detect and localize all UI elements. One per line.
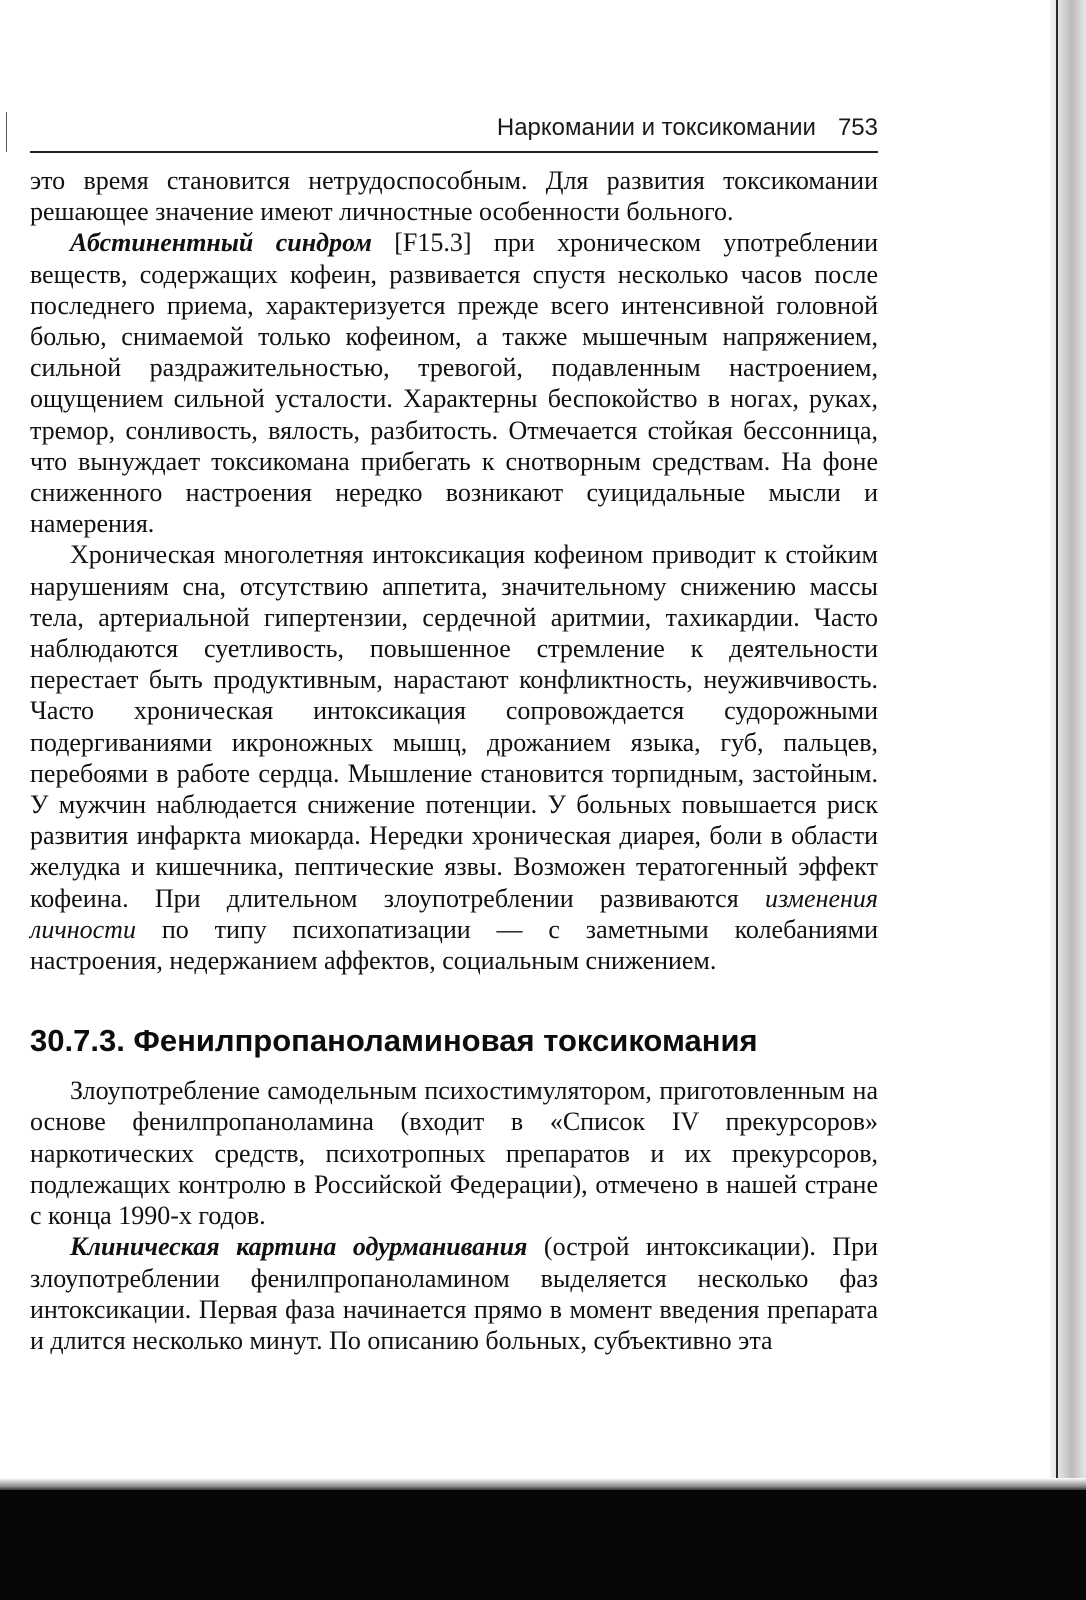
term-clinical-picture: Клиническая картина одурманивания (70, 1232, 528, 1262)
paragraph-chronic-tail: по типу психопатизации — с заметными колебаниями настроения, недержанием аффектов, социальным снижением. (30, 914, 878, 976)
paragraph-withdrawal-text: [F15.3] при хроническом употреблении веществ, содержащих кофеин, развивается спустя несколько часов после последнего приема, характеризуется прежде всего интенсивной головной болью, снимаемой только кофеином, а также мышечным напряжением, сильной раздражительностью, тревогой, подавленным настроением, ощущением сильной усталости. Характерны беспокойство в ногах, руках, тремор, сонливость, вялость, разбитость. Отмечается стойкая бессонница, что вынуждает токсикомана прибегать к снотворным средствам. На фоне сниженного настроения нередко возникают суицидальные мысли и намерения. (30, 228, 879, 539)
running-title: Наркомании и токсикомании (496, 114, 816, 141)
page-body (30, 165, 878, 1356)
paragraph-ppa-abuse: Злоупотребление самодельным психостимулятором, приготовленным на основе фенилпропаноламина (входит в «Список IV прекурсоров» наркотических средств, психотропных препаратов и их прекурсоров, подлежащих контролю в Российской Федерации), отмечено в нашей стране с конца 1990-х годов. (30, 1076, 878, 1231)
term-personality-changes: изменения личности (30, 883, 878, 944)
scan-shadow-band (0, 1490, 1086, 1600)
paragraph-chronic-text: Хроническая многолетняя интоксикация кофеином приводит к стойким нарушениям сна, отсутствию аппетита, значительному снижению массы тела, артериальной гипертензии, сердечной аритмии, тахикардии. Часто наблюдаются суетливость, повышенное стремление к деятельности перестает быть продуктивным, нарастают конфликтность, неуживчивость. Часто хроническая интоксикация сопровождается судорожными подергиваниями икроножных мышц, дрожанием языка, губ, пальцев, перебоями в работе сердца. Мышление становится торпидным, застойным. У мужчин наблюдается снижение потенции. У больных повышается риск развития инфаркта миокарда. Нередки хроническая диарея, боли в области желудка и кишечника, пептические язвы. Возможен тератогенный эффект кофеина. При длительном злоупотреблении развиваются (30, 540, 878, 913)
running-header (30, 105, 878, 153)
page-number: 753 (837, 114, 878, 141)
paragraph-withdrawal-syndrome (30, 227, 878, 539)
term-withdrawal-syndrome: Абстинентный синдром (70, 228, 372, 258)
margin-mark (6, 112, 7, 152)
paragraph-chronic-intoxication (30, 539, 878, 976)
section-heading: 30.7.3. Фенилпропаноламиновая токсикомания (30, 1023, 758, 1059)
paragraph-clinical-picture (30, 1231, 878, 1356)
paragraph-clinical-text: (острой интоксикации). При злоупотреблении фенилпропаноламином выделяется несколько фаз интоксикации. Первая фаза начинается прямо в момент введения препарата и длится несколько минут. По описанию больных, субъективно эта (30, 1232, 878, 1355)
page-edge-line (1056, 0, 1058, 1600)
paragraph-continuation: это время становится нетрудоспособным. Для развития токсикомании решающее значение имеют личностные особенности больного. (30, 166, 878, 227)
